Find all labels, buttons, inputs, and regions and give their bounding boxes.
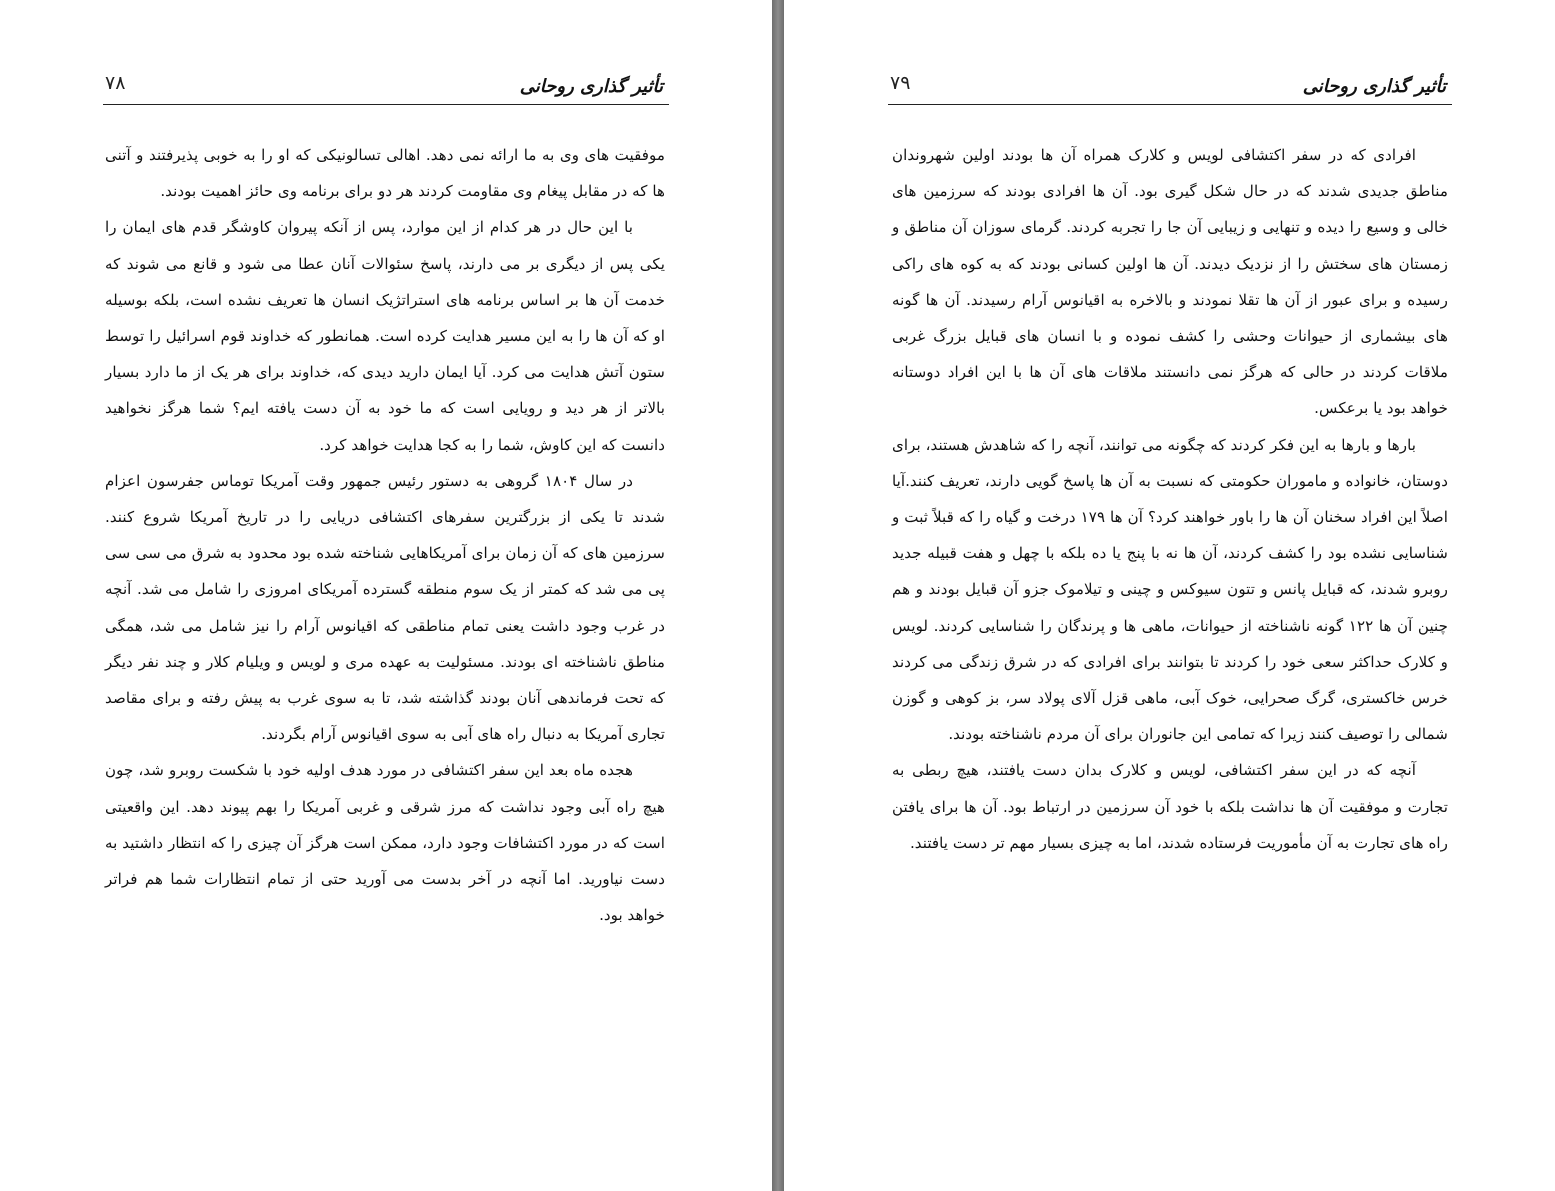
page-header [103,70,669,105]
page-body [105,137,665,933]
left-page [0,0,772,1191]
running-title: تأثیر گذاری روحانی [519,76,663,97]
page-header [888,70,1452,105]
paragraph: هجده ماه بعد این سفر اکتشافی در مورد هدف اولیه خود با شکست روبرو شد، چون هیچ راه آبی وجود نداشت که مرز شرقی و غربی آمریکا را بهم پیوند دهد. این واقعیتی است که در مورد اکتشافات وجود دارد، ممکن است هرگز آن چیزی را که انتظار داشتید به دست نیاورید. اما آنچه در آخر بدست می آورید حتی از تمام انتظارات شما هم فراتر خواهد بود. [105,761,665,925]
paragraph: بارها و بارها به این فکر کردند که چگونه می توانند، آنچه را که شاهدش هستند، برای دوستان، خانواده و ماموران حکومتی که نسبت به آن ها پاسخ گویی دارند، تعریف کنند.آیا اصلاً این افراد سخنان آن ها را باور خواهند کرد؟ آن ها ۱۷۹ درخت و گیاه را که قبلاً ثبت و شناسایی نشده بود را کشف کردند، آن ها نه با پنج یا ده بلکه با چهل و هفت قبیله جدید روبرو شدند، که قبایل پانس و تتون سیوکس و چینی و تیلاموک جزو آن قبایل بودند و هم چنین آن ها ۱۲۲ گونه ناشناخته از حیوانات، ماهی ها و پرندگان را شناسایی کردند. لویس و کلارک حداکثر سعی خود را کردند تا بتوانند برای افرادی که در شرق زندگی می کردند خرس خاکستری، گرگ صحرایی، خوک آبی، ماهی قزل آلای پولاد سر، بز کوهی و گوزن شمالی را توصیف کنند زیرا که تمامی این جانوران برای آن مردم ناشناخته بودند. [892,435,1449,744]
page-number: ۷۸ [105,72,126,94]
page-body [892,137,1448,861]
paragraph: آنچه که در این سفر اکتشافی، لویس و کلارک بدان دست یافتند، هیچ ربطی به تجارت و موفقیت آن ها نداشت بلکه با خود آن سرزمین در ارتباط بود. آن ها برای یافتن راه های تجارت به آن مأموریت فرستاده شدند، اما به چیزی بسیار مهم تر دست یافتند. [892,761,1448,852]
paragraph: با این حال در هر کدام از این موارد، پس از آنکه پیروان کاوشگر قدم های ایمان را یکی پس از دیگری بر می دارند، پاسخ سئوالات آنان عطا می شود و قانع می شوند که خدمت آن ها بر اساس برنامه های استراتژیک انسان ها تعریف نشده است، بلکه بوسیله او که آن ها را به این مسیر هدایت کرده است. همانطور که خداوند قوم اسرائیل را توسط ستون آتش هدایت می کرد. آیا ایمان دارید دیدی که، خداوند برای هر یک از ما دارد بسیار بالاتر از هر دید و رویایی است که ما خود به آن دست یافته ایم؟ شما هرگز نخواهید دانست که این کاوش، شما را به کجا هدایت خواهد کرد. [105,218,665,454]
page-number: ۷۹ [890,72,911,94]
paragraph: افرادی که در سفر اکتشافی لویس و کلارک همراه آن ها بودند اولین شهروندان مناطق جدیدی شدند که در حال شکل گیری بود. آن ها افرادی بودند که سرزمین های خالی و وسیع را دیده و تنهایی و زیبایی آن جا را تجربه کردند. گرمای سوزان آن مناطق و زمستان های سختش را از نزدیک دیدند. آن ها اولین کسانی بودند که به کوه های راکی رسیده و برای عبور از آن ها تقلا نمودند و بالاخره به اقیانوس آرام رسیدند. آن ها گونه های بیشماری از حیوانات وحشی را کشف نموده و با انسان های قبایل بزرگ غربی ملاقات کردند در حالی که هرگز نمی دانستند ملاقات های آن ها با این افراد دوستانه خواهد بود یا برعکس. [892,146,1448,418]
running-title: تأثیر گذاری روحانی [1302,76,1446,97]
paragraph: در سال ۱۸۰۴ گروهی به دستور رئیس جمهور وقت آمریکا توماس جفرسون اعزام شدند تا یکی از بزرگترین سفرهای اکتشافی دریایی را در تاریخ آمریکا شروع کنند. سرزمین های که آن زمان برای آمریکاهایی شناخته شده بود محدود به شرق می سی سی پی می شد که کمتر از یک سوم منطقه گسترده آمریکای امروزی را شامل می شد. آنچه در غرب وجود داشت یعنی تمام مناطقی که اقیانوس آرام را نیز شامل می شد، همگی مناطق ناشناخته ای بودند. مسئولیت به عهده مری و لویس و ویلیام کلار و چند نفر دیگر که تحت فرماندهی آنان بودند گذاشته شد، تا به سوی غرب به پیش رفته و برای مقاصد تجاری آمریکا به دنبال راه های آبی به سوی اقیانوس آرام بگردند. [105,471,665,744]
right-page [784,0,1555,1191]
paragraph: موفقیت های وی به ما ارائه نمی دهد. اهالی تسالونیکی که او را به خوبی پذیرفتند و آتنی ها که در مقابل پیغام وی مقاومت کردند هر دو برای برنامه وی حائز اهمیت بودند. [105,146,665,201]
book-spine [772,0,784,1191]
